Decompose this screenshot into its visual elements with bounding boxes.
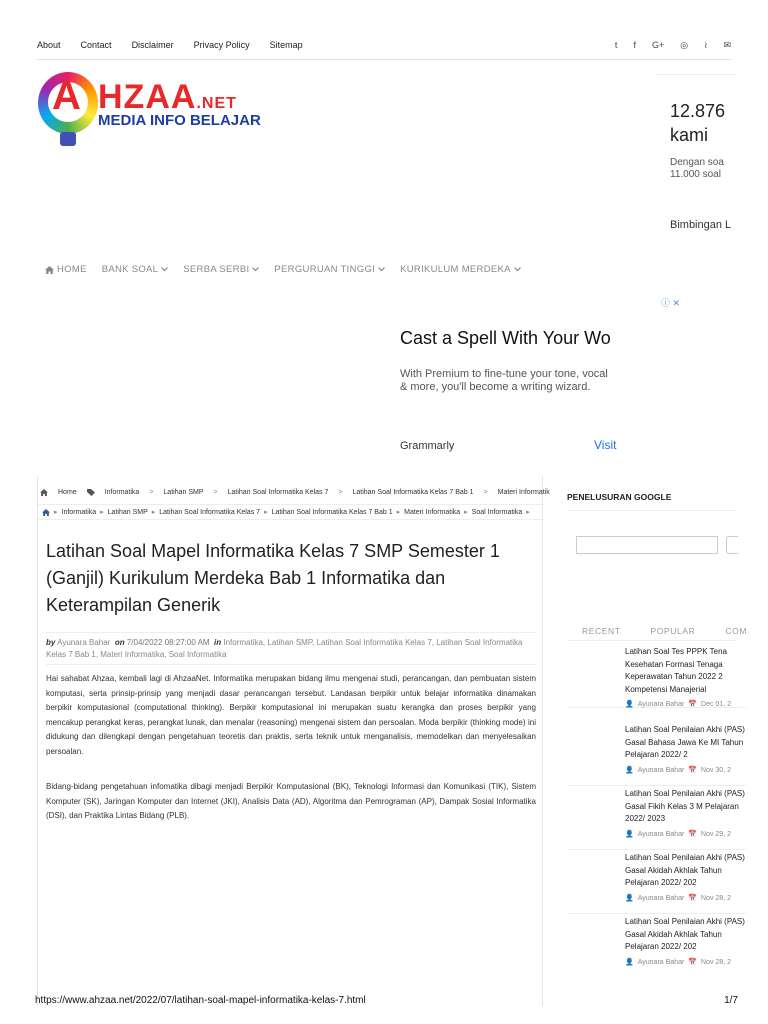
caret-right-icon: ▸ [464, 509, 468, 516]
ad-sponsor: Grammarly [400, 440, 455, 452]
tabs-divider [567, 640, 737, 641]
on-label: on [114, 638, 125, 647]
advertisement[interactable] [384, 296, 680, 466]
label-materi-informatika[interactable]: Materi Informatika [404, 508, 461, 516]
breadcrumb-latihan-smp[interactable]: Latihan SMP [163, 488, 204, 496]
breadcrumb-home[interactable]: Home [58, 488, 77, 496]
disclaimer-link[interactable]: Disclaimer [131, 40, 174, 50]
recent-post-title[interactable]: Latihan Soal Penilaian Akhi (PAS) Gasal Akidah Akhlak Tahun Pelajaran 2022/ 202 [625, 853, 745, 887]
tag-icon [87, 489, 95, 496]
chevron-right-icon: > [338, 488, 343, 496]
sidebar-tabs [582, 626, 747, 636]
sidebar-title: PENELUSURAN GOOGLE [567, 492, 672, 502]
post-thumbnail[interactable] [567, 722, 615, 770]
home-icon [40, 489, 48, 496]
recent-post-date: Nov 28, 2 [701, 894, 731, 902]
label-latihan-kelas7-bab1[interactable]: Latihan Soal Informatika Kelas 7 Bab 1 [271, 508, 393, 516]
breadcrumb [38, 484, 550, 500]
logo-suffix: .NET [196, 95, 237, 112]
article-paragraph: Bidang-bidang pengetahuan infomatika dibagi menjadi Berpikir Komputasional (BK), Teknologi Informasi dan Komunikasi (TIK), Sistem Komputer (SK), Jaringan Komputer dan Internet (JKI), Analisis Data (AD), Algoritma dan Pemrograman (AP), Dampak Sosial Informatika (DSI), dan Praktika Lintas Bidang (PLB). [46, 782, 536, 821]
chevron-right-icon: > [149, 488, 154, 496]
promo-text: Dengan soa 11.000 soal [670, 157, 724, 180]
label-informatika[interactable]: Informatika [61, 508, 97, 516]
calendar-icon: 📅 [688, 831, 698, 838]
logo-tagline: MEDIA INFO BELAJAR [98, 112, 261, 129]
post-thumbnail[interactable] [567, 914, 615, 962]
caret-right-icon: ▸ [151, 509, 156, 516]
breadcrumb-informatika[interactable]: Informatika [104, 488, 140, 496]
nav-kurikulum-merdeka[interactable] [400, 264, 521, 275]
ad-body [400, 368, 608, 394]
contact-link[interactable]: Contact [80, 40, 112, 50]
article-container [37, 476, 550, 1006]
sitemap-link[interactable]: Sitemap [269, 40, 303, 50]
label-latihan-kelas7[interactable]: Latihan Soal Informatika Kelas 7 [159, 508, 261, 516]
chevron-down-icon [514, 267, 521, 272]
list-item[interactable] [567, 786, 747, 850]
article-title: Latihan Soal Mapel Informatika Kelas 7 SMP Semester 1 (Ganjil) Kurikulum Merdeka Bab 1 Informatika dan Keterampilan Generik [46, 541, 500, 615]
logo-letter: A [52, 74, 81, 118]
recent-post-date: Nov 28, 2 [701, 958, 731, 966]
post-thumbnail[interactable] [567, 644, 615, 692]
print-url: https://www.ahzaa.net/2022/07/latihan-soal-mapel-informatika-kelas-7.html [35, 995, 366, 1006]
breadcrumb-materi[interactable]: Materi Informatik [497, 488, 550, 496]
user-icon: 👤 [625, 767, 634, 774]
post-thumbnail[interactable] [567, 850, 615, 898]
post-meta [46, 632, 536, 661]
caret-right-icon: ▸ [526, 509, 530, 516]
nav-kurikulum-merdeka-label: KURIKULUM MERDEKA [400, 264, 511, 275]
caret-right-icon: ▸ [54, 509, 58, 516]
calendar-icon: 📅 [688, 959, 698, 966]
user-icon: 👤 [625, 895, 634, 902]
chevron-down-icon [161, 267, 168, 272]
nav-bank-soal[interactable] [102, 264, 169, 275]
recent-post-author: Ayunara Bahar [637, 830, 685, 838]
label-soal-informatika[interactable]: Soal Informatika [471, 508, 523, 516]
caret-right-icon: ▸ [100, 509, 104, 516]
calendar-icon: 📅 [688, 701, 698, 708]
caret-right-icon: ▸ [396, 509, 401, 516]
facebook-icon[interactable]: f [633, 40, 636, 50]
recent-post-author: Ayunara Bahar [637, 700, 685, 708]
recent-post-meta [625, 700, 731, 708]
chevron-down-icon [378, 267, 385, 272]
nav-home-label: HOME [57, 264, 87, 275]
promo-panel [656, 74, 736, 244]
list-item[interactable] [567, 722, 747, 786]
tab-recent[interactable]: RECENT [582, 626, 621, 636]
home-icon [45, 266, 54, 274]
top-links [37, 40, 303, 50]
main-navigation [45, 264, 521, 275]
chevron-down-icon [252, 267, 259, 272]
home-icon [42, 509, 50, 516]
promo-headline: 12.876 kami [670, 101, 726, 145]
chevron-right-icon: > [483, 488, 488, 496]
caret-right-icon: ▸ [264, 509, 268, 516]
ad-choices-icon[interactable]: ⓘ ✕ [660, 298, 680, 308]
article-paragraph: Hai sahabat Ahzaa, kembali lagi di AhzaaNet. Informatika merupakan bidang ilmu mengenai studi, perancangan, dan pembuatan sistem komputasi, serta prinsip-prinsip yang menjadi dasar perancangan tersebut. Landasan berpikir untuk belajar informatika dinamakan berpikir komputasional (computational thinking). Berpikir komputasional ini merupakan suatu kerangka dan proses berpikir yang mencakup perangkat keras, perangkat lunak, dan menalar (reasoning) mengenai sistem dan persoalan. Moda berpikir (thinking mode) ini didukung dan dilengkapi dengan pengetahuan teoretis dan praktis, serta teknik untuk menganalisis, memodelkan dan menyelesaikan persoalan. [46, 674, 536, 756]
print-page-number: 1/7 [724, 995, 738, 1006]
search-button[interactable] [726, 536, 738, 554]
recent-post-meta [625, 830, 731, 838]
tab-popular[interactable]: POPULAR [650, 626, 696, 636]
recent-post-meta [625, 894, 731, 902]
social-links [615, 40, 731, 51]
recent-post-date: Dec 01, 2 [701, 700, 731, 708]
breadcrumb-latihan-kelas7-bab1[interactable]: Latihan Soal Informatika Kelas 7 Bab 1 [352, 488, 474, 496]
nav-perguruan-tinggi-label: PERGURUAN TINGGI [274, 264, 376, 275]
recent-post-meta [625, 766, 731, 774]
post-date: 7/04/2022 08:27:00 AM [126, 638, 210, 647]
ad-visit-button[interactable]: Visit [594, 438, 617, 452]
recent-post-date: Nov 29, 2 [701, 830, 731, 838]
top-navigation [37, 36, 731, 60]
recent-post-title[interactable]: Latihan Soal Penilaian Akhi (PAS) Gasal Fikih Kelas 3 M Pelajaran 2022/ 2023 [625, 789, 745, 823]
recent-post-author: Ayunara Bahar [637, 766, 685, 774]
breadcrumb-latihan-kelas7[interactable]: Latihan Soal Informatika Kelas 7 [227, 488, 329, 496]
list-item[interactable] [567, 914, 747, 978]
email-icon[interactable]: ✉ [723, 40, 731, 50]
recent-post-title[interactable]: Latihan Soal Penilaian Akhi (PAS) Gasal Akidah Akhlak Tahun Pelajaran 2022/ 202 [625, 917, 745, 951]
calendar-icon: 📅 [688, 767, 698, 774]
nav-serba-serbi-label: SERBA SERBI [183, 264, 250, 275]
label-latihan-smp[interactable]: Latihan SMP [107, 508, 148, 516]
rss-icon[interactable]: ≀ [704, 40, 708, 50]
chevron-right-icon: > [213, 488, 218, 496]
sidebar-divider [567, 510, 737, 511]
instagram-icon[interactable]: ◎ [680, 40, 689, 50]
user-icon: 👤 [625, 831, 634, 838]
in-label: in [214, 638, 222, 647]
recent-post-author: Ayunara Bahar [637, 894, 685, 902]
list-item[interactable] [567, 644, 747, 708]
recent-post-date: Nov 30, 2 [701, 766, 731, 774]
user-icon: 👤 [625, 959, 634, 966]
logo-stand [60, 132, 76, 146]
label-breadcrumb [38, 504, 542, 520]
tab-comments[interactable]: COM [725, 626, 748, 636]
meta-divider [46, 664, 536, 665]
post-thumbnail[interactable] [567, 786, 615, 834]
about-link[interactable]: About [37, 40, 61, 50]
ad-body-line2: & more, you'll become a writing wizard. [400, 381, 591, 393]
post-categories[interactable]: Informatika, Latihan SMP, Latihan Soal Informatika Kelas 7, Latihan Soal Informatika Kelas 7 Bab 1, Materi Informatika, Soal Informatika [46, 638, 523, 659]
recent-post-author: Ayunara Bahar [637, 958, 685, 966]
logo-brand-text: HZAA [98, 78, 197, 116]
promo-link[interactable]: Bimbingan L [670, 219, 732, 231]
list-item[interactable] [567, 850, 747, 914]
user-icon: 👤 [625, 701, 634, 708]
calendar-icon: 📅 [688, 895, 698, 902]
nav-serba-serbi[interactable] [183, 264, 259, 275]
google-plus-icon[interactable]: G+ [651, 40, 665, 50]
recent-post-title[interactable]: Latihan Soal Penilaian Akhi (PAS) Gasal Bahasa Jawa Ke MI Tahun Pelajaran 2022/ 2 [625, 725, 745, 759]
recent-post-title[interactable]: Latihan Soal Tes PPPK Tena Kesehatan Formasi Tenaga Keperawatan Tahun 2022 2 Kompetensi Manajerial [625, 647, 727, 694]
nav-bank-soal-label: BANK SOAL [101, 264, 159, 275]
privacy-policy-link[interactable]: Privacy Policy [193, 40, 250, 50]
post-author[interactable]: Ayunara Bahar [57, 638, 111, 647]
nav-home[interactable] [45, 264, 87, 275]
ad-headline[interactable]: Cast a Spell With Your Wo [400, 328, 611, 348]
twitter-icon[interactable]: t [614, 40, 618, 50]
site-logo[interactable] [38, 70, 268, 150]
google-search-input[interactable] [576, 536, 718, 554]
recent-post-meta [625, 958, 731, 966]
nav-perguruan-tinggi[interactable] [274, 264, 385, 275]
ad-body-line1: With Premium to fine-tune your tone, vocal [400, 368, 608, 380]
print-footer [35, 995, 738, 1006]
by-label: by [46, 638, 56, 647]
